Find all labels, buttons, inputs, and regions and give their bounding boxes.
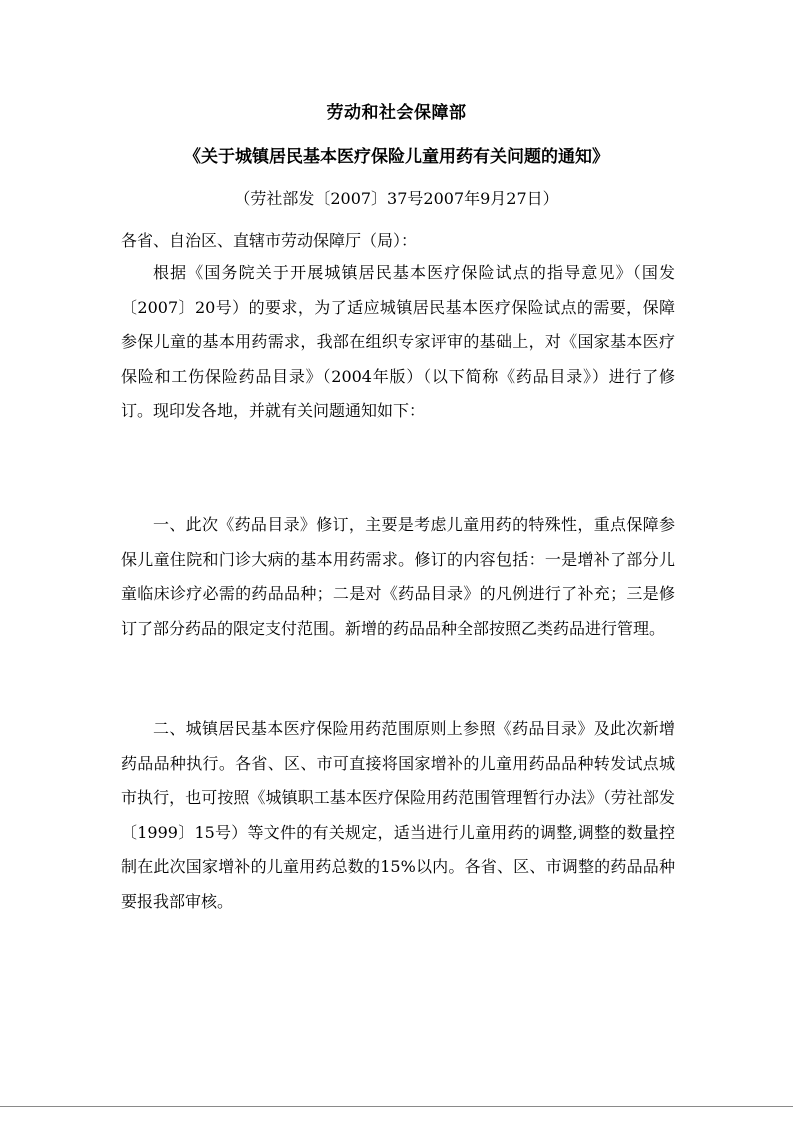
document-number: （劳社部发〔2007〕37号2007年9月27日） bbox=[234, 189, 559, 208]
paragraph-item-2: 二、城镇居民基本医疗保险用药范围原则上参照《药品目录》及此次新增药品品种执行。各省、区、市可直接将国家增补的儿童用药品品种转发试点城市执行，也可按照《城镇职工基本医疗保险用药范围管理暂行办法》（劳社部发〔1999〕15号）等文件的有关规定，适当进行儿童用药的调整,调整的数量控制在此次国家增补的儿童用药总数的15%以内。各省、区、市调整的药品品种要报我部审核。 bbox=[121, 719, 675, 911]
issuer-heading: 劳动和社会保障部 bbox=[326, 103, 467, 123]
page-bottom-divider bbox=[0, 1106, 793, 1107]
paragraph-intro: 根据《国务院关于开展城镇居民基本医疗保险试点的指导意见》（国发〔2007〕20号）的要求，为了适应城镇居民基本医疗保险试点的需要，保障参保儿童的基本用药需求，我部在组织专家评审的基础上，对《国家基本医疗保险和工伤保险药品目录》（2004年版）（以下简称《药品目录》）进行了修订。现印发各地，并就有关问题通知如下： bbox=[121, 263, 675, 421]
document-title: 《关于城镇居民基本医疗保险儿童用药有关问题的通知》 bbox=[184, 147, 609, 167]
salutation: 各省、自治区、直辖市劳动保障厅（局）： bbox=[121, 231, 418, 250]
paragraph-item-1: 一、此次《药品目录》修订，主要是考虑儿童用药的特殊性，重点保障参保儿童住院和门诊大病的基本用药需求。修订的内容包括：一是增补了部分儿童临床诊疗必需的药品品种；二是对《药品目录》的凡例进行了补充；三是修订了部分药品的限定支付范围。新增的药品品种全部按照乙类药品进行管理。 bbox=[121, 515, 675, 638]
